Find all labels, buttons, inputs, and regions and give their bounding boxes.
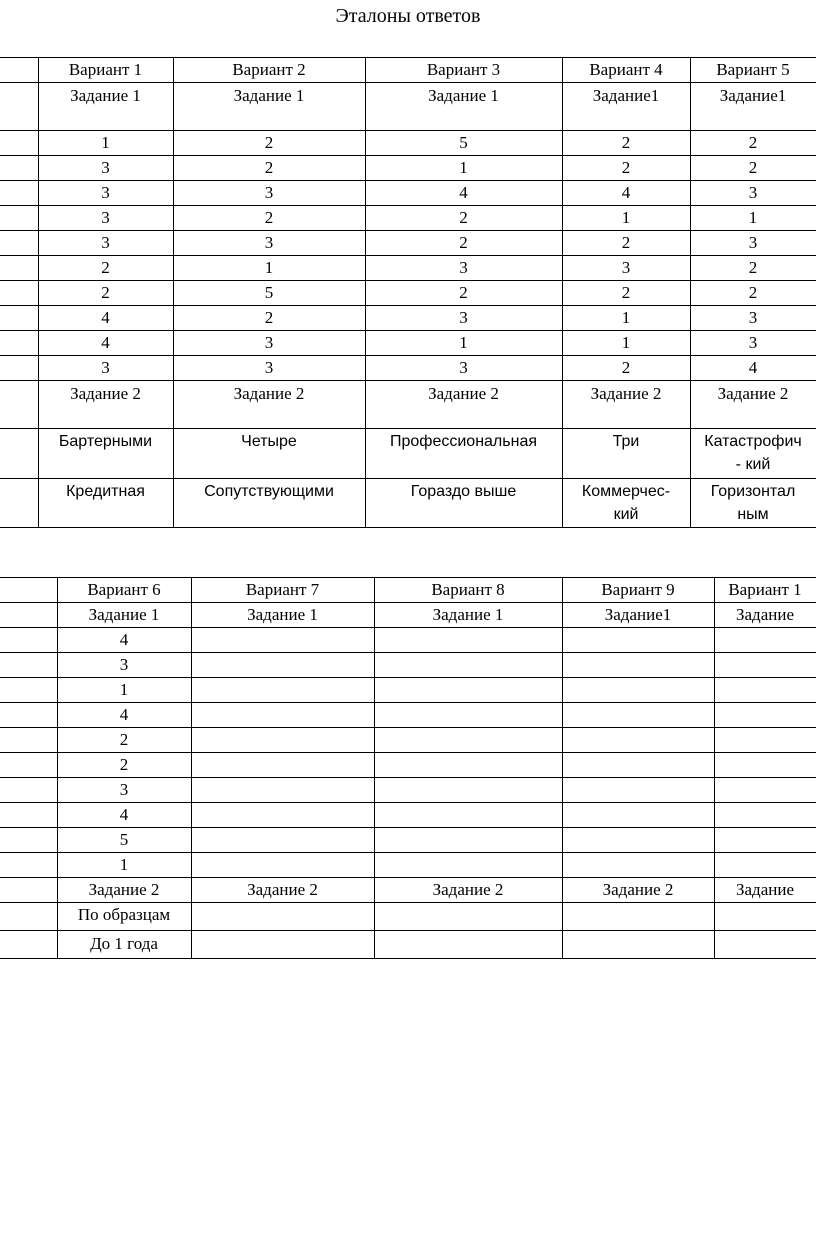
answer-cell: 2 xyxy=(101,258,110,277)
answer-cell: 3 xyxy=(264,233,274,252)
answer-text-cell: кий xyxy=(613,506,639,523)
answer-cell: 2 xyxy=(119,730,129,749)
table-rule-horizontal xyxy=(0,877,816,878)
table-rule-horizontal xyxy=(0,82,816,83)
table-rule-horizontal xyxy=(0,180,816,181)
answer-text-cell: По образцам xyxy=(77,905,171,924)
answer-text-cell: Три xyxy=(612,433,640,450)
answer-cell: 1 xyxy=(101,133,110,152)
task1-header: Задание1 xyxy=(604,605,672,624)
answer-cell: 3 xyxy=(748,333,758,352)
answer-cell: 3 xyxy=(101,208,110,227)
answer-cell: 2 xyxy=(621,158,631,177)
answer-cell: 2 xyxy=(748,133,758,152)
table-rule-horizontal xyxy=(0,777,816,778)
answer-cell: 4 xyxy=(459,183,468,202)
task1-header: Задание1 xyxy=(592,86,660,105)
variant-header: Вариант 4 xyxy=(589,60,663,79)
table-rule-horizontal xyxy=(0,827,816,828)
answer-cell: 3 xyxy=(748,233,758,252)
table-rule-horizontal xyxy=(0,702,816,703)
answer-cell: 2 xyxy=(621,358,631,377)
table-rule-horizontal xyxy=(0,205,816,206)
table-rule-horizontal xyxy=(0,677,816,678)
variant-header: Вариант 6 xyxy=(87,580,161,599)
table-rule-horizontal xyxy=(0,577,816,578)
answer-text-cell: Бартерными xyxy=(58,433,153,450)
answer-cell: 2 xyxy=(119,755,129,774)
answer-text-cell: - кий xyxy=(735,456,771,473)
answer-cell: 3 xyxy=(264,333,274,352)
answer-cell: 4 xyxy=(101,308,110,327)
answer-cell: 2 xyxy=(748,283,758,302)
answer-cell: 3 xyxy=(101,183,110,202)
answer-cell: 3 xyxy=(119,655,129,674)
table-rule-horizontal xyxy=(0,230,816,231)
answer-cell: 5 xyxy=(459,133,468,152)
table-rule-horizontal xyxy=(0,802,816,803)
task2-header: Задание 2 xyxy=(602,880,674,899)
answer-cell: 1 xyxy=(459,158,468,177)
answer-text-cell: Профессиональная xyxy=(390,433,537,450)
task2-header: Задание 2 xyxy=(428,384,499,403)
table-rule-horizontal xyxy=(0,727,816,728)
task2-header: Задание 2 xyxy=(88,880,160,899)
variant-header: Вариант 1 xyxy=(728,580,802,599)
task1-header: Задание 1 xyxy=(432,605,504,624)
table-rule-horizontal xyxy=(0,602,816,603)
table-rule-horizontal xyxy=(0,428,816,429)
task1-header: Задание1 xyxy=(719,86,787,105)
answer-cell: 4 xyxy=(621,183,631,202)
task1-header: Задание xyxy=(736,605,794,624)
answer-text-cell: ным xyxy=(737,506,769,523)
table-rule-horizontal xyxy=(0,130,816,131)
answer-text-cell: До 1 года xyxy=(90,934,158,953)
table-rule-horizontal xyxy=(0,305,816,306)
table-rule-horizontal xyxy=(0,255,816,256)
task2-header: Задание 2 xyxy=(590,384,662,403)
answer-cell: 2 xyxy=(748,258,758,277)
table-rule-horizontal xyxy=(0,902,816,903)
table-rule-horizontal xyxy=(0,652,816,653)
variant-header: Вариант 7 xyxy=(245,580,320,599)
task2-header: Задание 2 xyxy=(247,880,318,899)
answer-text-cell: Горизонтал xyxy=(710,483,796,500)
task1-header: Задание 1 xyxy=(428,86,499,105)
answer-text-cell: Сопутствующими xyxy=(204,483,334,500)
answer-cell: 1 xyxy=(621,308,631,327)
variant-header: Вариант 8 xyxy=(431,580,505,599)
variant-header: Вариант 9 xyxy=(601,580,675,599)
variant-header: Вариант 1 xyxy=(68,60,143,79)
answer-cell: 2 xyxy=(621,133,631,152)
answer-cell: 3 xyxy=(459,358,468,377)
answer-cell: 3 xyxy=(264,183,274,202)
answer-cell: 2 xyxy=(459,283,468,302)
answer-cell: 4 xyxy=(119,630,129,649)
table-rule-horizontal xyxy=(0,280,816,281)
task1-header: Задание 1 xyxy=(233,86,305,105)
answer-text-cell: Катастрофич xyxy=(704,433,802,450)
answer-cell: 2 xyxy=(621,283,631,302)
table-rule-horizontal xyxy=(0,527,816,528)
task2-header: Задание xyxy=(736,880,794,899)
table-rule-horizontal xyxy=(0,57,816,58)
answer-cell: 4 xyxy=(101,333,110,352)
answer-cell: 5 xyxy=(264,283,274,302)
task1-header: Задание 1 xyxy=(70,86,141,105)
table-rule-horizontal xyxy=(0,155,816,156)
task2-header: Задание 2 xyxy=(432,880,504,899)
task1-header: Задание 1 xyxy=(88,605,160,624)
answer-cell: 1 xyxy=(621,333,631,352)
answer-cell: 1 xyxy=(119,680,129,699)
task2-header: Задание 2 xyxy=(717,384,789,403)
table-rule-horizontal xyxy=(0,355,816,356)
answer-text-cell: Кредитная xyxy=(66,483,145,500)
answer-cell: 1 xyxy=(119,855,129,874)
answer-cell: 2 xyxy=(264,208,274,227)
table-rule-horizontal xyxy=(0,930,816,931)
answer-cell: 4 xyxy=(119,805,129,824)
answer-cell: 1 xyxy=(748,208,758,227)
answer-text-cell: Коммерчес- xyxy=(581,483,671,500)
answer-cell: 3 xyxy=(101,158,110,177)
answer-cell: 5 xyxy=(119,830,129,849)
answer-cell: 2 xyxy=(748,158,758,177)
page-title: Эталоны ответов xyxy=(335,5,481,27)
table-rule-horizontal xyxy=(0,478,816,479)
task2-header: Задание 2 xyxy=(70,384,141,403)
answer-text-cell: Четыре xyxy=(241,433,297,450)
answer-cell: 3 xyxy=(748,183,758,202)
answer-text-cell: Гораздо выше xyxy=(410,483,517,500)
answer-cell: 1 xyxy=(459,333,468,352)
answer-cell: 2 xyxy=(459,208,468,227)
answer-cell: 3 xyxy=(748,308,758,327)
answer-cell: 3 xyxy=(119,780,129,799)
answer-cell: 2 xyxy=(264,158,274,177)
task1-header: Задание 1 xyxy=(247,605,318,624)
answer-cell: 4 xyxy=(119,705,129,724)
answer-cell: 3 xyxy=(101,233,110,252)
task2-header: Задание 2 xyxy=(233,384,305,403)
variant-header: Вариант 2 xyxy=(232,60,306,79)
answer-cell: 1 xyxy=(621,208,631,227)
table-rule-horizontal xyxy=(0,958,816,959)
variant-header: Вариант 3 xyxy=(426,60,501,79)
table-rule-horizontal xyxy=(0,752,816,753)
answer-cell: 3 xyxy=(621,258,631,277)
answer-cell: 3 xyxy=(459,308,468,327)
answer-cell: 3 xyxy=(459,258,468,277)
answer-cell: 3 xyxy=(264,358,274,377)
table-rule-horizontal xyxy=(0,852,816,853)
answer-cell: 3 xyxy=(101,358,110,377)
answer-cell: 2 xyxy=(264,308,274,327)
answer-cell: 2 xyxy=(621,233,631,252)
table-rule-horizontal xyxy=(0,330,816,331)
variant-header: Вариант 5 xyxy=(716,60,790,79)
answer-cell: 2 xyxy=(101,283,110,302)
answer-cell: 2 xyxy=(264,133,274,152)
table-rule-horizontal xyxy=(0,627,816,628)
answer-cell: 4 xyxy=(748,358,758,377)
answer-cell: 2 xyxy=(459,233,468,252)
table-rule-horizontal xyxy=(0,380,816,381)
answer-cell: 1 xyxy=(264,258,274,277)
